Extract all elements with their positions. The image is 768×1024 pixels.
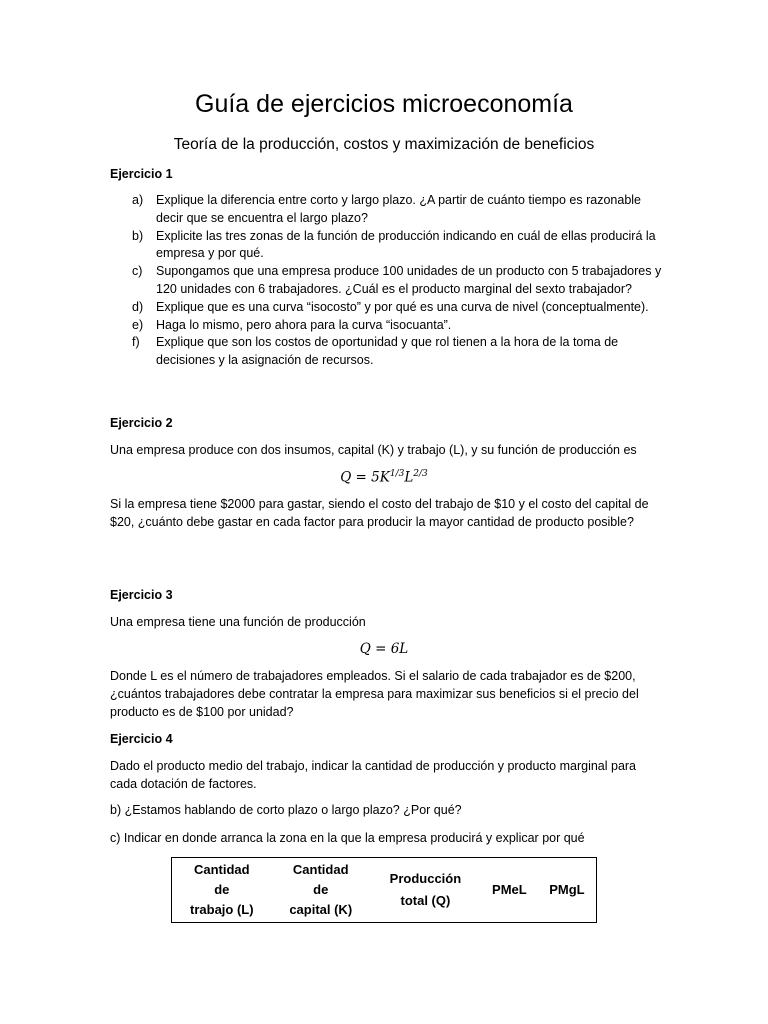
list-item: e) Haga lo mismo, pero ahora para la curva “isocuanta”. bbox=[132, 317, 452, 332]
table-header-cell: PMeL bbox=[492, 882, 527, 897]
ejercicio-1-heading: Ejercicio 1 bbox=[110, 167, 173, 181]
ejercicio-4-table bbox=[171, 857, 597, 923]
ejercicio-3-intro: Una empresa tiene una función de producción bbox=[110, 615, 366, 629]
ejercicio-2-equation: $Q = 5K^{1/3}L^{2/3}$ bbox=[340, 469, 428, 486]
ejercicio-2-heading: Ejercicio 2 bbox=[110, 416, 173, 430]
list-item: a) Explique la diferencia entre corto y largo plazo. ¿A partir de cuánto tiempo es razonable decir que se encuentra el largo plazo? bbox=[132, 193, 641, 225]
list-item: c) Supongamos que una empresa produce 100 unidades de un producto con 5 trabajadores y 120 unidades con 6 trabajadores. ¿Cuál es el producto marginal del sexto trabajador? bbox=[132, 264, 662, 296]
ejercicio-4-b: b) ¿Estamos hablando de corto plazo o largo plazo? ¿Por qué? bbox=[110, 803, 462, 817]
ejercicio-2-intro: Una empresa produce con dos insumos, capital (K) y trabajo (L), y su función de producción es bbox=[110, 443, 637, 457]
table-header-cell: PMgL bbox=[549, 882, 585, 897]
table-header-cell: Producción total (Q) bbox=[389, 871, 462, 908]
ejercicio-4-heading: Ejercicio 4 bbox=[110, 732, 173, 746]
ejercicio-3-heading: Ejercicio 3 bbox=[110, 588, 173, 602]
ejercicio-3-question: Donde L es el número de trabajadores empleados. Si el salario de cada trabajador es de $200, ¿cuántos trabajadores debe contratar la empresa para maximizar sus beneficios si el precio del producto es de $100 por unidad? bbox=[110, 669, 639, 719]
list-item: d) Explique que es una curva “isocosto” y por qué es una curva de nivel (conceptualmente). bbox=[132, 299, 649, 314]
document-title: Guía de ejercicios microeconomía bbox=[195, 90, 573, 118]
table-header-cell: Cantidad de capital (K) bbox=[289, 862, 353, 917]
table-header-row bbox=[172, 858, 597, 923]
ejercicio-3-equation: Q = 6L bbox=[359, 641, 409, 657]
ejercicio-2-question: Si la empresa tiene $2000 para gastar, siendo el costo del trabajo de $10 y el costo del capital de $20, ¿cuánto debe gastar en cada factor para producir la mayor cantidad de producto posible? bbox=[110, 497, 649, 529]
table-header-cell: Cantidad de trabajo (L) bbox=[190, 862, 254, 917]
list-item: f) Explique que son los costos de oportunidad y que rol tienen a la hora de la toma de decisiones y la asignación de recursos. bbox=[132, 335, 619, 368]
ejercicio-4-intro: Dado el producto medio del trabajo, indicar la cantidad de producción y producto marginal para cada dotación de factores. bbox=[110, 759, 637, 791]
list-item: b) Explicite las tres zonas de la función de producción indicando en cuál de ellas producirá la empresa y por qué. bbox=[132, 228, 656, 261]
ejercicio-1-list bbox=[110, 192, 670, 370]
ejercicio-4-c: c) Indicar en donde arranca la zona en la que la empresa producirá y explicar por qué bbox=[110, 831, 585, 845]
document-subtitle: Teoría de la producción, costos y maximización de beneficios bbox=[173, 136, 595, 153]
